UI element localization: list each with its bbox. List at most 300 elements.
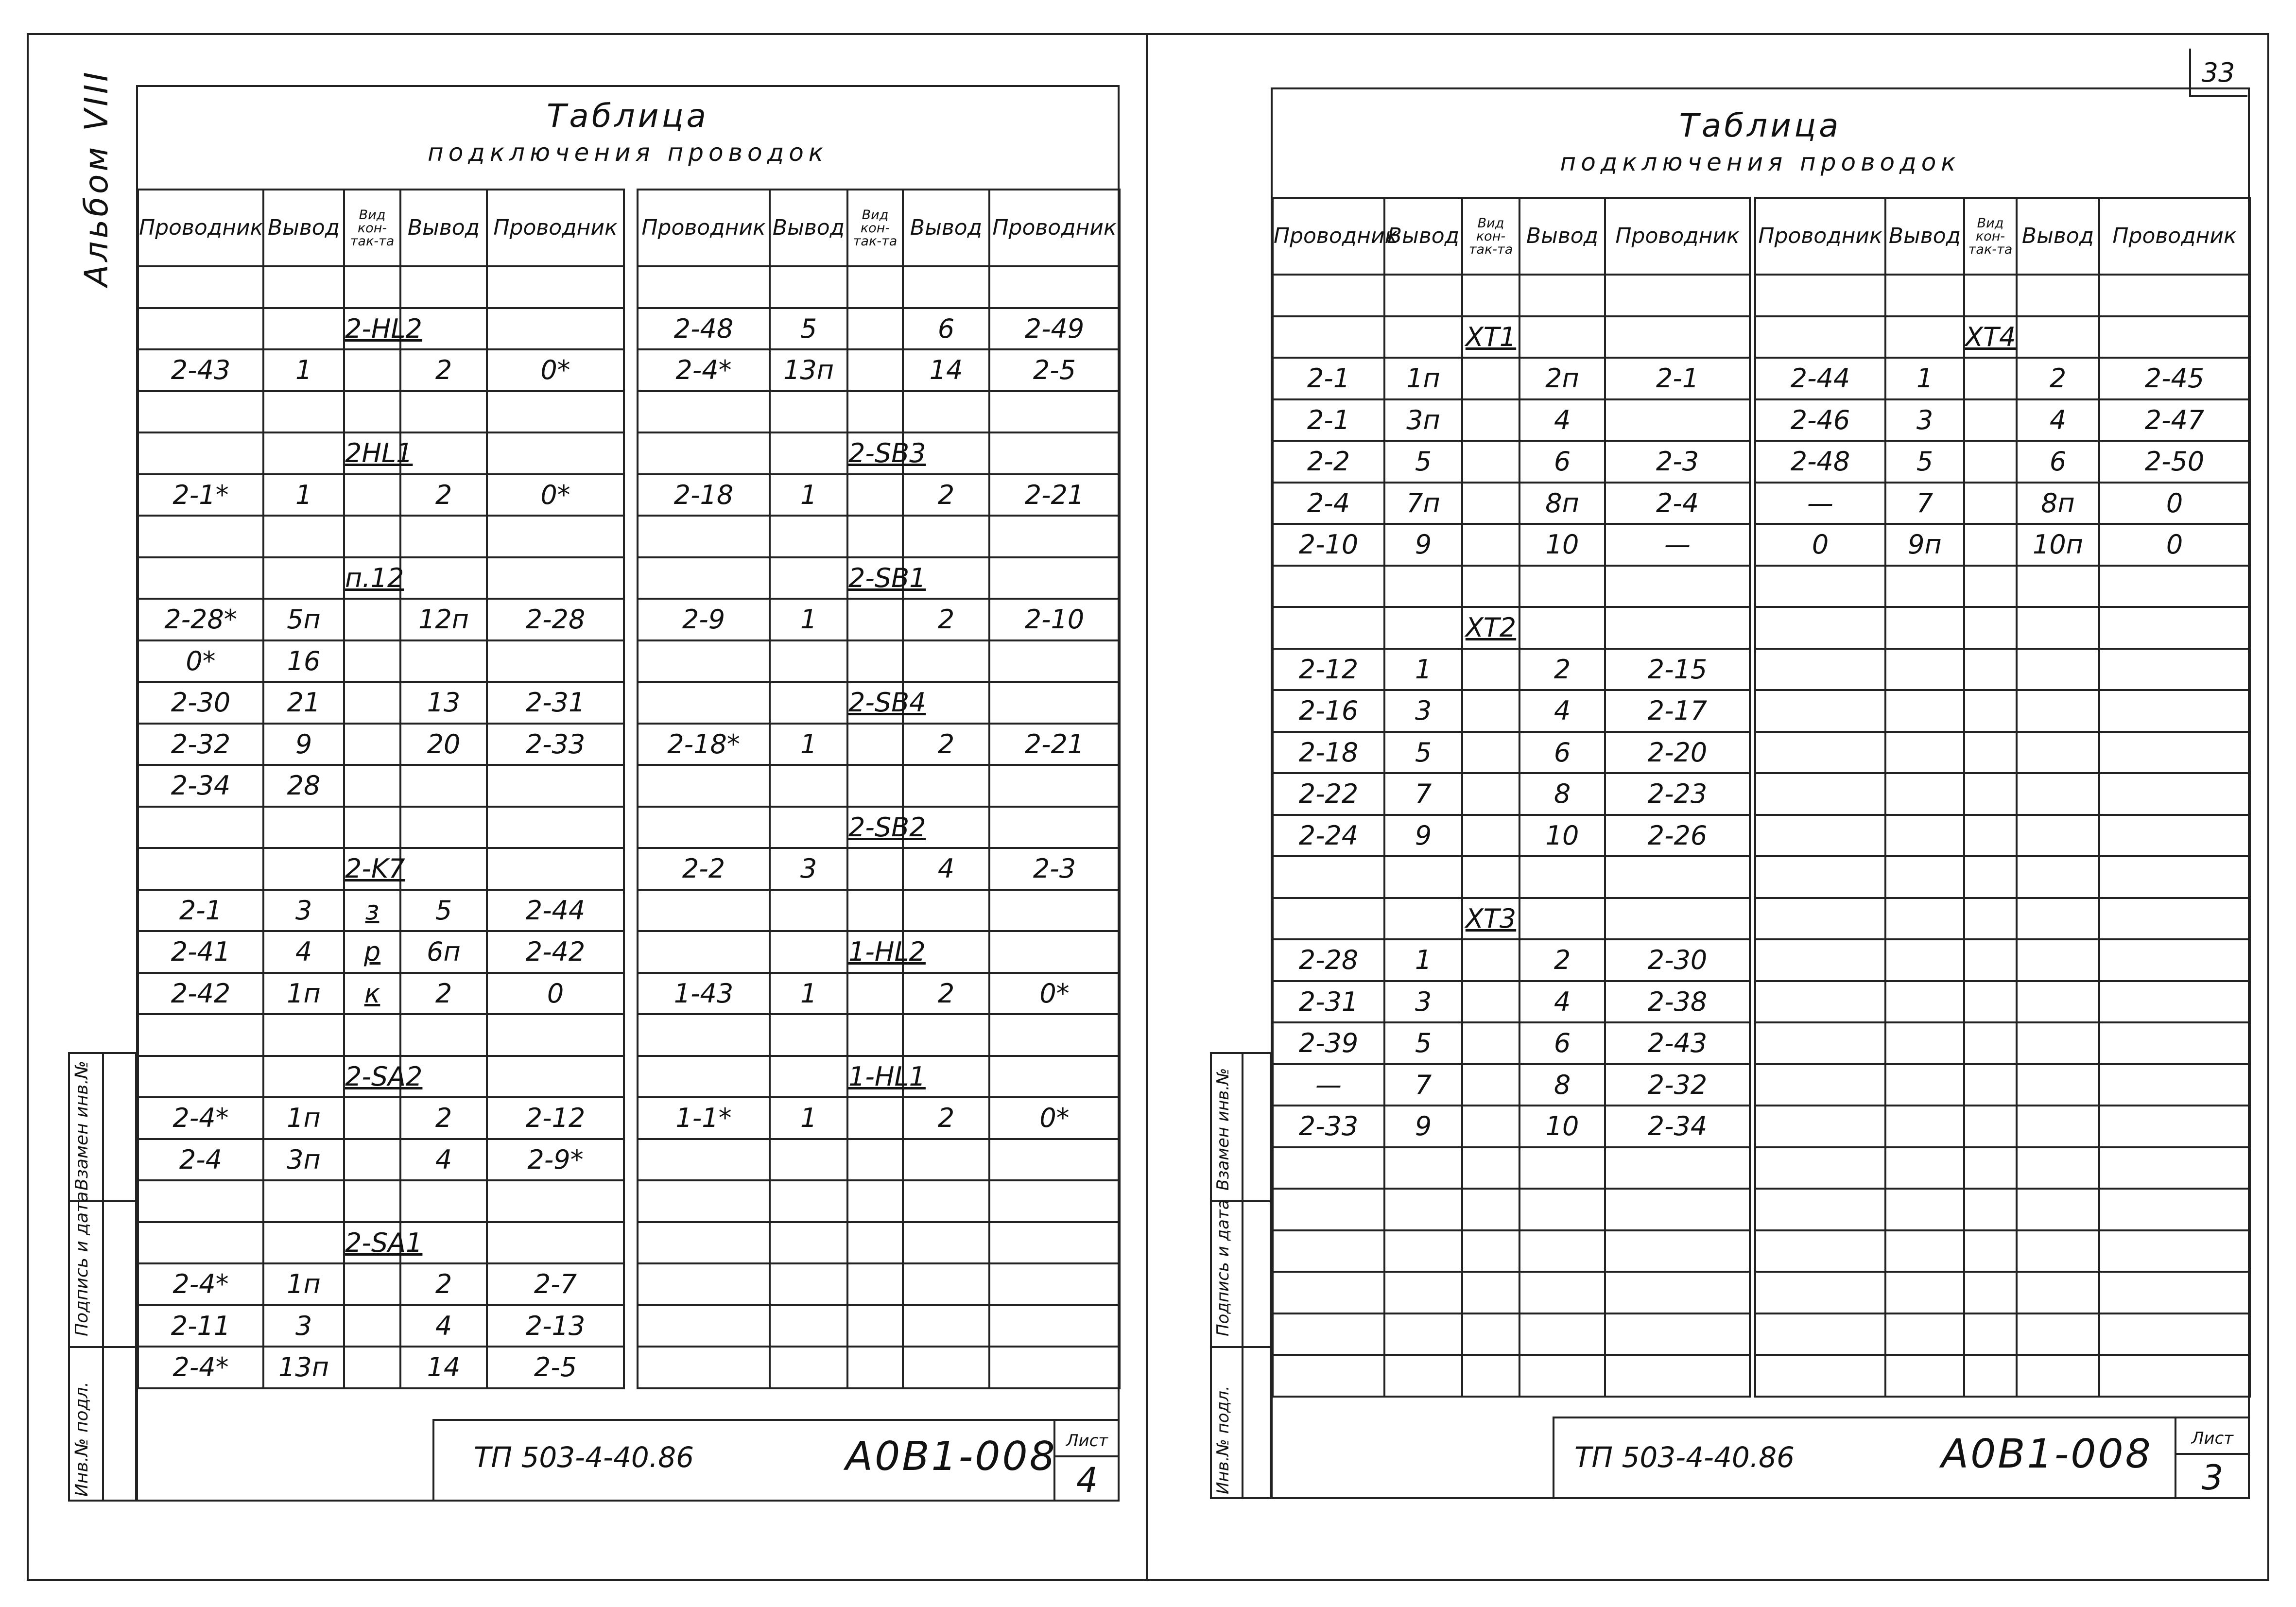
table-row	[138, 1347, 624, 1388]
table-cell	[487, 807, 624, 848]
table-cell: 1п	[263, 1097, 344, 1139]
table-cell	[903, 1347, 989, 1388]
table-cell: 5п	[263, 599, 344, 640]
table-cell	[1755, 1064, 1885, 1106]
table-cell: 4	[903, 848, 989, 890]
table-cell	[989, 1222, 1120, 1264]
table-cell	[400, 1180, 487, 1222]
table-cell: 1-43	[638, 973, 770, 1015]
table-cell	[2099, 1022, 2250, 1064]
table-cell	[1755, 1147, 1885, 1189]
table-cell	[2017, 1355, 2099, 1397]
table-cell: 2-44	[487, 890, 624, 932]
table-row	[1755, 939, 2250, 981]
table-cell: 28	[263, 765, 344, 807]
table-cell	[1519, 898, 1605, 940]
table-row	[138, 474, 624, 516]
right-stamp-code: ТП 503-4-40.86	[1574, 1441, 1795, 1474]
table-cell	[770, 391, 847, 433]
table-row	[138, 640, 624, 682]
table-cell: 2-17	[1605, 690, 1750, 732]
table-cell	[770, 931, 847, 973]
table-cell	[1384, 898, 1462, 940]
table-cell	[138, 807, 263, 848]
table-cell: 2	[903, 973, 989, 1015]
table-cell	[1885, 773, 1964, 815]
device-cell	[1964, 1313, 2017, 1355]
table-cell	[2099, 898, 2250, 940]
table-row	[138, 557, 624, 599]
table-row	[638, 890, 1120, 932]
table-row	[1755, 815, 2250, 857]
table-cell	[1885, 815, 1964, 857]
table-cell	[263, 1222, 344, 1264]
table-cell: 1	[1384, 649, 1462, 691]
device-cell	[1964, 1147, 2017, 1189]
table-cell	[2099, 1106, 2250, 1147]
table-cell	[1755, 815, 1885, 857]
column-header: Вывод	[400, 190, 487, 266]
device-cell	[1462, 275, 1519, 316]
table-row	[1755, 773, 2250, 815]
table-cell	[263, 266, 344, 308]
device-cell	[1964, 732, 2017, 774]
table-cell: 2	[400, 349, 487, 391]
table-cell: 2-9*	[487, 1139, 624, 1181]
table-row	[1755, 1230, 2250, 1272]
table-row	[638, 765, 1120, 807]
table-row	[638, 1014, 1120, 1056]
table-cell: 3	[1384, 981, 1462, 1023]
table-cell: 2-44	[1755, 358, 1885, 399]
table-cell	[2099, 1064, 2250, 1106]
table-cell	[903, 890, 989, 932]
right-sheet-number: 3	[2201, 1458, 2224, 1498]
table-cell	[1519, 1313, 1605, 1355]
device-cell	[344, 640, 400, 682]
table-cell	[770, 1305, 847, 1347]
table-cell	[1755, 732, 1885, 774]
table-cell: 8	[1519, 773, 1605, 815]
table-cell	[400, 1014, 487, 1056]
table-cell: 2-7	[487, 1263, 624, 1305]
table-cell: 6	[1519, 732, 1605, 774]
table-cell	[1605, 399, 1750, 441]
device-cell	[344, 266, 400, 308]
table-row	[1755, 275, 2250, 316]
table-cell	[487, 1180, 624, 1222]
table-cell	[487, 557, 624, 599]
table-cell: 1	[263, 349, 344, 391]
table-cell: 4	[263, 931, 344, 973]
table-cell	[2017, 1022, 2099, 1064]
left-sheet-box-rule	[1053, 1455, 1120, 1457]
table-row	[1755, 1064, 2250, 1106]
table-cell	[2017, 856, 2099, 898]
table-cell: 2-10	[989, 599, 1120, 640]
table-row	[138, 973, 624, 1015]
table-cell	[263, 1056, 344, 1098]
table-cell	[770, 266, 847, 308]
table-cell: 3	[263, 890, 344, 932]
table-cell	[263, 557, 344, 599]
table-cell	[2017, 690, 2099, 732]
table-row	[138, 682, 624, 724]
device-cell	[847, 1263, 903, 1305]
table-cell	[2099, 773, 2250, 815]
table-cell: 3п	[1384, 399, 1462, 441]
device-cell: XT4	[1964, 316, 2017, 358]
device-cell	[1964, 607, 2017, 649]
table-row	[138, 1222, 624, 1264]
table-cell	[638, 516, 770, 557]
table-row	[1755, 1272, 2250, 1313]
table-cell: 1	[770, 599, 847, 640]
table-cell: 2-3	[989, 848, 1120, 890]
table-cell	[903, 1222, 989, 1264]
table-cell	[138, 266, 263, 308]
table-cell: 2-30	[138, 682, 263, 724]
table-cell: 1	[770, 724, 847, 765]
table-cell	[638, 391, 770, 433]
table-cell	[487, 308, 624, 350]
table-cell: 2-28*	[138, 599, 263, 640]
device-cell	[344, 1305, 400, 1347]
right-table-title: Таблица	[1679, 107, 1842, 144]
table-cell	[1605, 1147, 1750, 1189]
table-cell	[2017, 275, 2099, 316]
table-cell	[1885, 690, 1964, 732]
left-table-title: Таблица	[547, 97, 709, 135]
left-side-label-replace: Взамен инв.№	[72, 1060, 92, 1191]
device-cell	[847, 973, 903, 1015]
table-cell	[2017, 1313, 2099, 1355]
table-cell	[770, 765, 847, 807]
table-cell	[1384, 1313, 1462, 1355]
table-cell	[1885, 732, 1964, 774]
device-cell	[1462, 1313, 1519, 1355]
table-cell: 2-1*	[138, 474, 263, 516]
device-cell	[847, 765, 903, 807]
table-cell: 2	[903, 1097, 989, 1139]
table-cell: 14	[903, 349, 989, 391]
table-cell: 2-43	[138, 349, 263, 391]
table-cell: 2-18	[638, 474, 770, 516]
table-cell	[770, 1139, 847, 1181]
table-cell	[1755, 1355, 1885, 1397]
device-cell: 2-SA2	[344, 1056, 400, 1098]
table-row	[1755, 1106, 2250, 1147]
table-cell: 2	[903, 724, 989, 765]
table-cell: 12п	[400, 599, 487, 640]
table-cell: 5	[1384, 732, 1462, 774]
table-cell	[1755, 690, 1885, 732]
table-row	[138, 724, 624, 765]
table-row	[1273, 732, 1750, 774]
table-cell: 2	[400, 1097, 487, 1139]
table-cell	[989, 1305, 1120, 1347]
table-cell: 2-2	[638, 848, 770, 890]
table-cell: 2	[1519, 939, 1605, 981]
device-cell	[1964, 358, 2017, 399]
left-wiring-table-a	[137, 189, 625, 1389]
table-cell: 2-5	[989, 349, 1120, 391]
device-cell	[344, 474, 400, 516]
table-cell: 2-32	[138, 724, 263, 765]
table-cell	[1273, 1189, 1384, 1230]
table-row	[138, 349, 624, 391]
table-cell: 4	[1519, 981, 1605, 1023]
table-cell	[1605, 898, 1750, 940]
table-cell	[903, 1305, 989, 1347]
table-cell	[1519, 1189, 1605, 1230]
table-row	[638, 682, 1120, 724]
table-cell	[989, 1347, 1120, 1388]
table-row	[1273, 399, 1750, 441]
table-row	[138, 848, 624, 890]
table-cell	[638, 1263, 770, 1305]
table-cell	[1885, 1313, 1964, 1355]
table-cell: 2-4	[1273, 483, 1384, 524]
table-cell	[2017, 898, 2099, 940]
device-cell	[1462, 524, 1519, 566]
table-row	[638, 724, 1120, 765]
table-cell	[138, 1180, 263, 1222]
table-cell	[1273, 1355, 1384, 1397]
device-cell: 2-SB1	[847, 557, 903, 599]
table-cell: 2-4	[1605, 483, 1750, 524]
table-cell	[138, 308, 263, 350]
table-cell	[2099, 1189, 2250, 1230]
table-cell	[2017, 815, 2099, 857]
table-cell	[2017, 649, 2099, 691]
table-cell	[1519, 856, 1605, 898]
table-cell	[638, 765, 770, 807]
table-row	[1273, 607, 1750, 649]
table-row	[138, 1305, 624, 1347]
table-row	[138, 432, 624, 474]
table-row	[1273, 649, 1750, 691]
table-cell	[1273, 275, 1384, 316]
table-cell: 2-45	[2099, 358, 2250, 399]
table-cell	[138, 391, 263, 433]
table-row	[1755, 524, 2250, 566]
table-cell: 2	[903, 474, 989, 516]
table-cell	[1384, 607, 1462, 649]
table-cell	[638, 890, 770, 932]
table-cell	[1384, 566, 1462, 607]
table-cell	[638, 1180, 770, 1222]
table-row	[638, 349, 1120, 391]
table-row	[138, 1014, 624, 1056]
table-cell	[1755, 1106, 1885, 1147]
table-cell	[487, 432, 624, 474]
table-cell	[1605, 856, 1750, 898]
table-cell	[138, 516, 263, 557]
table-cell	[1885, 898, 1964, 940]
table-row	[138, 890, 624, 932]
table-cell: 2-42	[487, 931, 624, 973]
table-cell	[2099, 566, 2250, 607]
device-cell: 2-HL2	[344, 308, 400, 350]
table-cell	[1885, 1272, 1964, 1313]
device-cell	[1964, 773, 2017, 815]
left-wiring-table-b	[637, 189, 1121, 1389]
table-cell: 10	[1519, 524, 1605, 566]
table-cell	[2017, 1106, 2099, 1147]
table-cell: 2	[903, 599, 989, 640]
table-row	[1755, 649, 2250, 691]
table-cell: 2-22	[1273, 773, 1384, 815]
table-row	[138, 1180, 624, 1222]
table-cell: 0	[2099, 524, 2250, 566]
table-cell	[1885, 1189, 1964, 1230]
table-cell: 2-13	[487, 1305, 624, 1347]
right-side-label-inventory: Инв.№ подл.	[1213, 1385, 1233, 1494]
table-cell: 2	[400, 973, 487, 1015]
device-cell	[344, 724, 400, 765]
table-cell	[770, 1180, 847, 1222]
table-cell: 7	[1885, 483, 1964, 524]
device-cell	[344, 1347, 400, 1388]
table-cell: 1	[1885, 358, 1964, 399]
table-cell: 5	[1384, 441, 1462, 483]
table-cell	[400, 765, 487, 807]
table-cell: 7п	[1384, 483, 1462, 524]
table-row	[1755, 399, 2250, 441]
table-cell: 8	[1519, 1064, 1605, 1106]
table-cell	[263, 1014, 344, 1056]
device-cell	[847, 308, 903, 350]
table-cell	[638, 1139, 770, 1181]
device-cell	[847, 890, 903, 932]
table-cell	[903, 266, 989, 308]
table-cell	[138, 848, 263, 890]
device-cell	[1964, 856, 2017, 898]
table-row	[1755, 316, 2250, 358]
table-cell: 2-4*	[138, 1347, 263, 1388]
device-cell	[1964, 524, 2017, 566]
table-row	[1273, 815, 1750, 857]
table-cell: 1	[770, 973, 847, 1015]
column-header: Проводник	[1605, 198, 1750, 275]
table-cell: 2-42	[138, 973, 263, 1015]
table-cell	[1885, 856, 1964, 898]
table-cell: 8п	[2017, 483, 2099, 524]
column-header: Вывод	[1519, 198, 1605, 275]
table-cell	[263, 1180, 344, 1222]
device-cell	[1462, 1272, 1519, 1313]
table-cell	[2099, 690, 2250, 732]
table-cell	[638, 1347, 770, 1388]
table-cell: 13п	[770, 349, 847, 391]
table-cell: 6	[903, 308, 989, 350]
table-cell	[1273, 1147, 1384, 1189]
table-row	[1755, 732, 2250, 774]
table-cell: 2	[400, 474, 487, 516]
table-cell: 2-39	[1273, 1022, 1384, 1064]
table-cell: 7	[1384, 1064, 1462, 1106]
table-cell	[903, 516, 989, 557]
table-cell	[1519, 1272, 1605, 1313]
column-header: Проводник	[138, 190, 263, 266]
table-row	[1273, 856, 1750, 898]
table-cell: 8п	[1519, 483, 1605, 524]
table-cell: 2-4*	[138, 1263, 263, 1305]
table-row	[1755, 856, 2250, 898]
device-cell	[847, 1305, 903, 1347]
device-cell	[344, 1263, 400, 1305]
table-cell	[770, 1056, 847, 1098]
table-cell: 21	[263, 682, 344, 724]
table-cell	[989, 931, 1120, 973]
table-row	[1273, 1147, 1750, 1189]
table-cell	[2099, 815, 2250, 857]
table-cell	[263, 807, 344, 848]
table-row	[638, 557, 1120, 599]
table-cell: 2-4	[138, 1139, 263, 1181]
table-cell: 6	[2017, 441, 2099, 483]
table-cell	[1605, 316, 1750, 358]
column-header: Вид кон-так-та	[1462, 198, 1519, 275]
device-cell: з	[344, 890, 400, 932]
table-row	[638, 1222, 1120, 1264]
table-cell	[2017, 1147, 2099, 1189]
table-cell: 10	[1519, 815, 1605, 857]
device-cell	[847, 599, 903, 640]
device-cell	[1964, 1189, 2017, 1230]
table-cell: 2-5	[487, 1347, 624, 1388]
table-cell: 2-46	[1755, 399, 1885, 441]
table-cell	[903, 765, 989, 807]
table-row	[638, 1097, 1120, 1139]
device-cell	[344, 682, 400, 724]
table-cell: 9	[1384, 1106, 1462, 1147]
left-table-subtitle: подключения проводок	[428, 138, 828, 167]
table-cell	[400, 266, 487, 308]
table-cell	[1885, 1355, 1964, 1397]
table-row	[1755, 1189, 2250, 1230]
table-cell	[770, 1347, 847, 1388]
device-cell	[344, 807, 400, 848]
table-cell	[2017, 981, 2099, 1023]
table-row	[1755, 898, 2250, 940]
table-cell	[1273, 566, 1384, 607]
table-cell	[1384, 1272, 1462, 1313]
device-cell	[847, 640, 903, 682]
table-cell	[989, 557, 1120, 599]
table-cell	[989, 266, 1120, 308]
right-sheet-label: Лист	[2191, 1429, 2234, 1448]
device-cell	[1462, 483, 1519, 524]
table-cell: 2-48	[638, 308, 770, 350]
table-cell	[487, 516, 624, 557]
device-cell	[1964, 1355, 2017, 1397]
table-cell	[989, 432, 1120, 474]
column-header: Вид кон-так-та	[847, 190, 903, 266]
column-header: Вид кон-так-та	[344, 190, 400, 266]
table-cell	[903, 1180, 989, 1222]
table-cell: 2-1	[1273, 399, 1384, 441]
table-cell	[2099, 1147, 2250, 1189]
device-cell	[847, 1139, 903, 1181]
device-cell	[1964, 1272, 2017, 1313]
table-row	[1273, 773, 1750, 815]
table-cell	[487, 1056, 624, 1098]
table-cell: 1	[770, 1097, 847, 1139]
table-cell	[2099, 1313, 2250, 1355]
table-cell: 2-20	[1605, 732, 1750, 774]
